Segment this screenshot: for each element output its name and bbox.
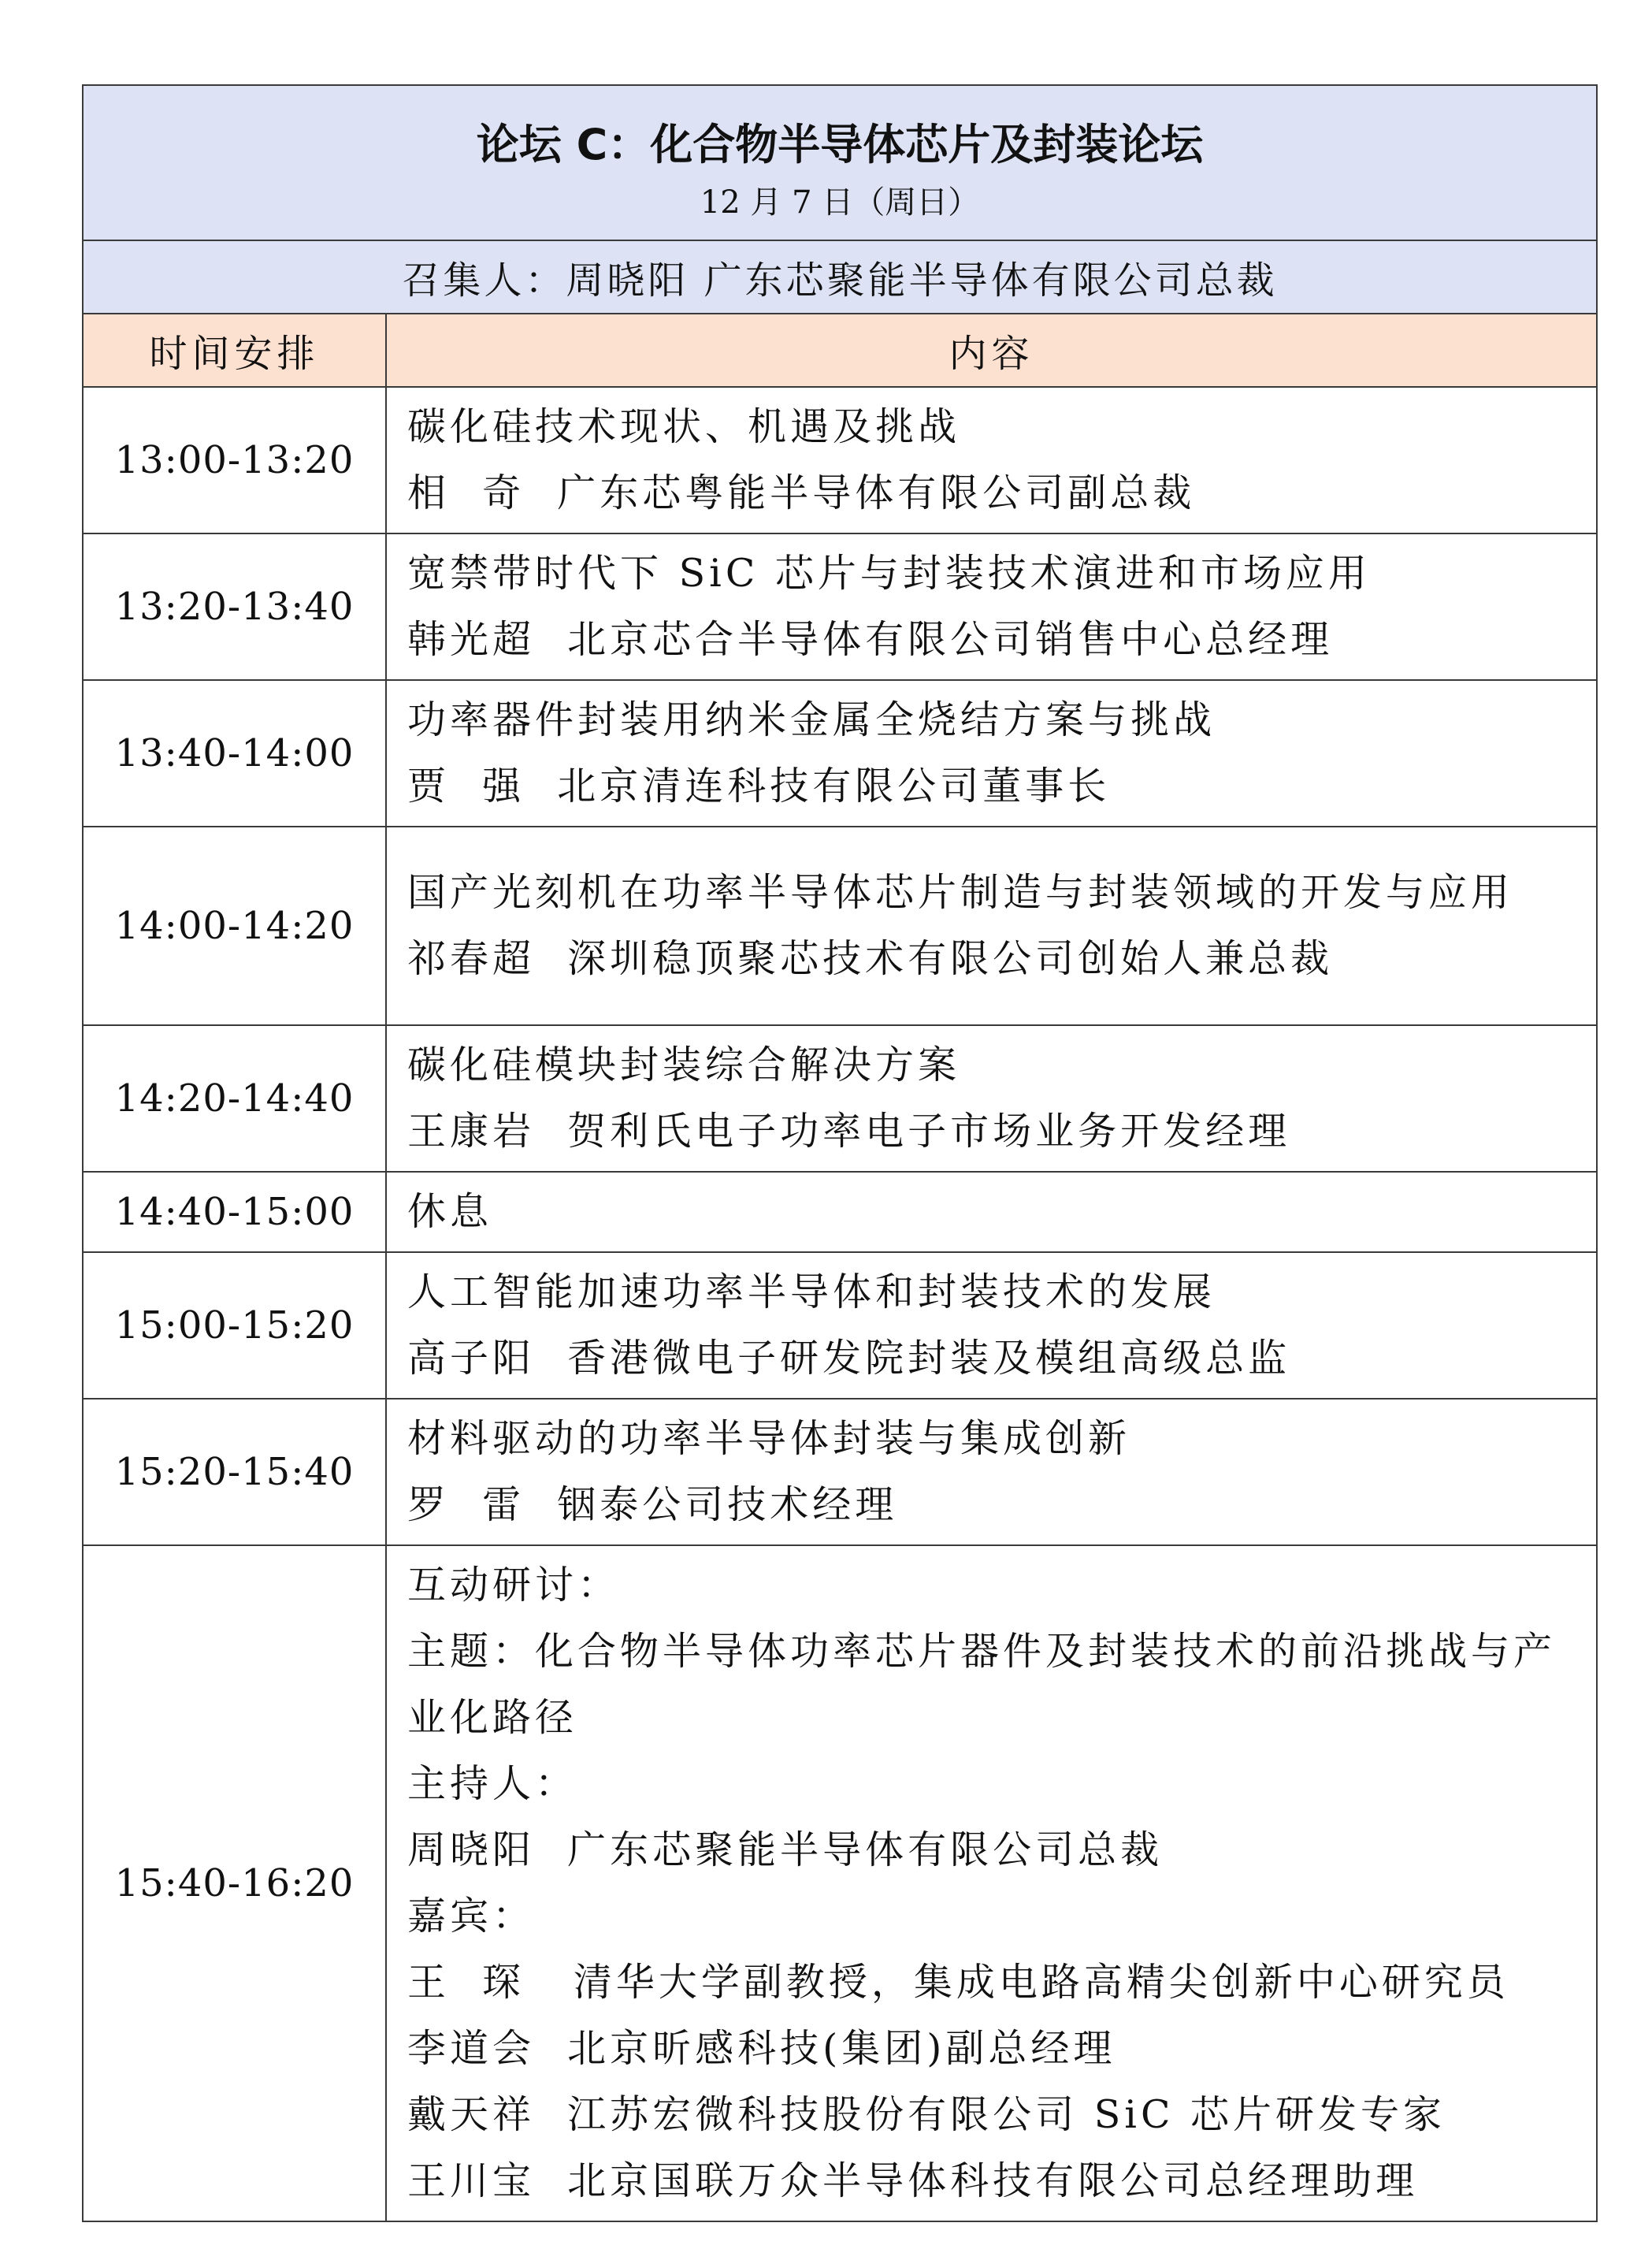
session-content	[386, 827, 1597, 1025]
session-row	[83, 680, 1597, 827]
session-content	[386, 1399, 1597, 1545]
convener: 召集人：周晓阳 广东芯聚能半导体有限公司总裁	[83, 240, 1597, 314]
session-line: 休息	[407, 1189, 493, 1234]
session-time: 13:40-14:00	[83, 680, 386, 827]
session-line: 主持人：	[407, 1761, 578, 1806]
session-line: 互动研讨：	[407, 1563, 621, 1608]
session-line: 周晓阳 广东芯聚能半导体有限公司总裁	[407, 1827, 1164, 1872]
session-row	[83, 827, 1597, 1025]
session-content	[386, 680, 1597, 827]
column-header-content: 内容	[386, 314, 1597, 387]
session-time: 15:00-15:20	[83, 1252, 386, 1399]
forum-header	[83, 85, 1597, 240]
session-time: 13:20-13:40	[83, 533, 386, 680]
session-line: 功率器件封装用纳米金属全烧结方案与挑战	[407, 697, 1216, 742]
session-row	[83, 533, 1597, 680]
forum-title: 论坛 C：化合物半导体芯片及封装论坛	[476, 119, 1204, 169]
session-line: 李道会 北京昕感科技(集团)副总经理	[407, 2026, 1116, 2071]
session-row	[83, 1025, 1597, 1172]
session-row	[83, 387, 1597, 533]
session-row	[83, 1399, 1597, 1545]
session-line: 主题：化合物半导体功率芯片器件及封装技术的前沿挑战与产业化路径	[407, 1629, 1557, 1740]
session-line: 祁春超 深圳稳顶聚芯技术有限公司创始人兼总裁	[407, 936, 1334, 981]
session-row	[83, 1252, 1597, 1399]
agenda-table	[82, 84, 1598, 2222]
session-list	[83, 387, 1597, 2221]
session-line: 王川宝 北京国联万众半导体科技有限公司总经理助理	[407, 2158, 1419, 2203]
forum-date: 12 月 7 日（周日）	[700, 184, 980, 221]
session-line: 王 琛 清华大学副教授，集成电路高精尖创新中心研究员	[407, 1960, 1509, 2005]
session-line: 人工智能加速功率半导体和封装技术的发展	[407, 1269, 1216, 1314]
session-line: 国产光刻机在功率半导体芯片制造与封装领域的开发与应用	[407, 870, 1514, 915]
session-content	[386, 1172, 1597, 1252]
session-line: 嘉宾：	[407, 1894, 536, 1938]
session-content	[386, 1252, 1597, 1399]
session-line: 碳化硅模块封装综合解决方案	[407, 1043, 961, 1087]
session-line: 王康岩 贺利氏电子功率电子市场业务开发经理	[407, 1109, 1291, 1154]
session-row	[83, 1545, 1597, 2221]
session-line: 碳化硅技术现状、机遇及挑战	[407, 404, 961, 449]
session-line: 材料驱动的功率半导体封装与集成创新	[407, 1416, 1131, 1461]
session-time: 15:40-16:20	[83, 1545, 386, 2221]
session-line: 罗 雷 铟泰公司技术经理	[407, 1482, 898, 1527]
session-time: 14:00-14:20	[83, 827, 386, 1025]
session-content	[386, 387, 1597, 533]
session-line: 戴天祥 江苏宏微科技股份有限公司 SiC 芯片研发专家	[407, 2092, 1446, 2137]
session-content	[386, 1545, 1597, 2221]
session-line: 相 奇 广东芯粤能半导体有限公司副总裁	[407, 470, 1196, 515]
session-content	[386, 1025, 1597, 1172]
session-line: 韩光超 北京芯合半导体有限公司销售中心总经理	[407, 617, 1334, 662]
column-header-time: 时间安排	[83, 314, 386, 387]
session-row	[83, 1172, 1597, 1252]
session-time: 15:20-15:40	[83, 1399, 386, 1545]
session-time: 13:00-13:20	[83, 387, 386, 533]
session-content	[386, 533, 1597, 680]
session-line: 宽禁带时代下 SiC 芯片与封装技术演进和市场应用	[407, 551, 1371, 596]
session-time: 14:40-15:00	[83, 1172, 386, 1252]
session-line: 贾 强 北京清连科技有限公司董事长	[407, 764, 1111, 808]
session-line: 高子阳 香港微电子研发院封装及模组高级总监	[407, 1336, 1291, 1381]
session-time: 14:20-14:40	[83, 1025, 386, 1172]
